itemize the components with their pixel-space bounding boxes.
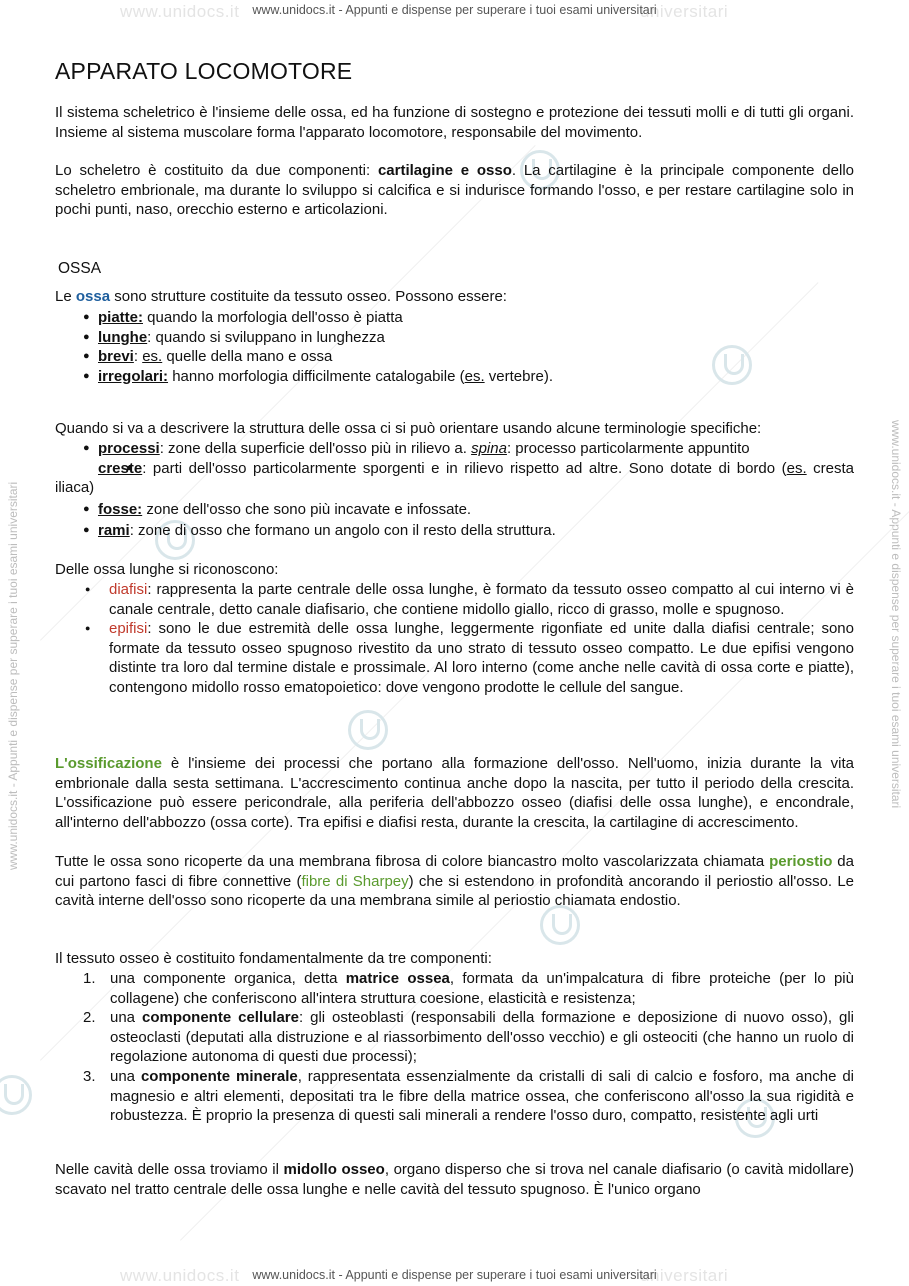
list-item (55, 328, 854, 348)
abbrev: es. (464, 367, 485, 385)
ossa-lead (55, 287, 854, 307)
term: rami (98, 522, 130, 540)
item-number: 2. (83, 1009, 96, 1027)
bold-term: midollo osseo (283, 1161, 385, 1178)
list-item (55, 1067, 854, 1126)
watermark-ghost-bottom: www.unidocs.it (120, 1266, 240, 1285)
term: irregolari: (98, 367, 169, 385)
text-run: , rappresentata essenzialmente da cristalli di sali di calcio e fosforo, ma anche di magnesio e altri elementi, depositati tra le fibre della matrice ossea, che conferiscono all'osso la sua rigidità e robustezza. È proprio la presenza di questi sali minerali a rendere l'osso duro, compatto, resistente agli urti (110, 1067, 854, 1125)
page-title: APPARATO LOCOMOTORE (55, 58, 353, 84)
text-run: una (110, 1009, 142, 1027)
terms-lead: Quando si va a descrivere la struttura delle ossa ci si può orientare usando alcune terminologie specifiche: (55, 420, 762, 437)
bone-types-list (55, 308, 854, 386)
tessuto-lead: Il tessuto osseo è costituito fondamentalmente da tre componenti: (55, 950, 492, 967)
bold-term: matrice ossea (345, 970, 450, 987)
list-item (55, 580, 854, 619)
text-run: quelle della mano e ossa (162, 348, 333, 366)
watermark-ghost-top-right: universitari (640, 2, 729, 21)
item-number: 3. (83, 1067, 96, 1085)
term: processi (98, 440, 160, 457)
text-run: : rappresenta la parte centrale delle ossa lunghe, è formato da tessuto osseo compatto al cui interno vi è canale centrale, detto canale diafisario, che contiene midollo giallo, ricco di grasso, molle e spugnoso. (109, 581, 854, 618)
text-run: una (110, 1067, 141, 1085)
abbrev: es. (786, 459, 807, 477)
terms-list (55, 439, 854, 541)
bold-term: componente minerale (140, 1067, 298, 1085)
term: lunghe (98, 328, 148, 346)
text-run: : processo particolarmente appuntito (506, 440, 750, 457)
abbrev: es. (142, 348, 163, 366)
long-bones-list (55, 580, 854, 698)
text-run: cresta iliaca) (55, 459, 855, 497)
watermark-footer: www.unidocs.it - Appunti e dispense per superare i tuoi esami universitari (252, 1268, 657, 1282)
green-term: L'ossificazione (55, 755, 162, 772)
list-item (55, 969, 854, 1008)
text-run: , formata da un'impalcatura di fibre proteiche (per lo più collagene) che conferiscono all'intera struttura coesione, elasticità e resistenza; (110, 970, 854, 1007)
text-run: : zone di osso che formano un angolo con il resto della struttura. (129, 522, 556, 540)
text-run: : gli osteoblasti (responsabili della formazione e deposizione di nuovo osso), gli osteoclasti (deputati alla distruzione e al riassorbimento dell'osso vecchio) e gli osteociti (che hanno un ruolo di regolazione autonoma di questi due processi); (110, 1009, 855, 1066)
midollo-paragraph (55, 1160, 854, 1199)
italic-term: spina (471, 440, 507, 457)
periostio-paragraph (55, 852, 854, 911)
red-term: epifisi (109, 620, 148, 638)
term: fosse: (98, 500, 143, 518)
text-run: Tutte le ossa sono ricoperte da una membrana fibrosa di colore biancastro molto vascolarizzata chiamata (55, 853, 770, 870)
list-item (55, 347, 854, 367)
text-run: Lo scheletro è costituito da due componenti: (55, 162, 378, 179)
text-run: sono strutture costituite da tessuto osseo. Possono essere: (110, 288, 507, 305)
text-run: : quando si sviluppano in lunghezza (147, 328, 385, 346)
text-run: ) che si estendono in profondità ancorando il periostio all'osso. Le cavità interne dell'osso sono ricoperte da una membrana simile al periostio chiamata endostio. (55, 872, 854, 910)
item-number: 1. (83, 970, 96, 987)
tessuto-components-list (55, 969, 854, 1126)
bold-term: componente cellulare (141, 1009, 299, 1027)
list-item (55, 521, 854, 541)
bold-term: cartilagine e osso (377, 162, 512, 179)
text-run: . La cartilagine è la principale componente dello scheletro embrionale, ma durante lo sviluppo si calcifica e si indurisce formando l'osso, e per restare cartilagine solo in pochi punti, naso, orecchio esterno e articolazioni. (55, 162, 854, 219)
text-run: quando la morfologia dell'osso è piatta (143, 309, 403, 326)
term: creste (98, 459, 143, 477)
list-item (55, 619, 854, 697)
text-run: da cui partono fasci di fibre connettive ( (55, 853, 854, 890)
text-run: vertebre). (484, 367, 553, 385)
list-item (55, 308, 854, 328)
watermark-side-right: www.unidocs.it - Appunti e dispense per superare i tuoi esami universitari (889, 420, 903, 809)
ossificazione-paragraph (55, 754, 854, 832)
green-term: periostio (769, 853, 833, 870)
text-run: : parti dell'osso particolarmente sporgenti e in rilievo rispetto ad altre. Sono dotate di bordo ( (142, 459, 787, 477)
long-bones-lead: Delle ossa lunghe si riconoscono: (55, 561, 279, 578)
text-run: : zone della superficie dell'osso più in rilievo a. (159, 440, 472, 457)
list-item (55, 1008, 854, 1067)
highlight-term: ossa (75, 288, 111, 305)
text-run: Nelle cavità delle ossa troviamo il (55, 1161, 284, 1178)
text-run: : (133, 348, 143, 366)
red-term: diafisi (109, 581, 148, 598)
text-run: , organo disperso che si trova nel canale diafisario (o cavità midollare) scavato nel tratto centrale delle ossa lunghe e nelle cavità del tessuto spugnoso. È l'unico organo (55, 1161, 854, 1198)
text-run: è l'insieme dei processi che portano alla formazione dell'osso. Nell'uomo, inizia durante la vita embrionale dalla sesta settimana. L'accrescimento continua anche dopo la nascita, per tutto il periodo della crescita. L'ossificazione può essere pericondrale, alla periferia dell'abbozzo osseo (diafisi delle ossa lunghe), e encondrale, all'interno dell'abbozzo (ossa corte). Tra epifisi e diafisi resta, durante la crescita, la cartilagine di accrescimento. (55, 755, 854, 831)
text-run: Le (55, 288, 76, 305)
text-run: : sono le due estremità delle ossa lunghe, leggermente rigonfiate ed unite dalla diafisi centrale; sono formate da tessuto osseo spugnoso rivestito da uno strato di tessuto osseo compatto. Le due epifisi vengono distinte tra loro dal termine distale e prossimale. Al loro interno (come anche nelle cavità di ossa corte e piatte), contengono midollo rosso ematopoietico: dove vengono prodotte le cellule del sangue. (109, 620, 854, 696)
term: piatte: (98, 309, 143, 326)
green-term: fibre di Sharpey (301, 872, 409, 890)
watermark-ghost-top: www.unidocs.it (120, 2, 240, 21)
section-heading-ossa: OSSA (58, 260, 102, 277)
watermark-header: www.unidocs.it - Appunti e dispense per superare i tuoi esami universitari (252, 3, 657, 17)
text-run: hanno morfologia difficilmente catalogabile ( (168, 367, 465, 385)
watermark-logo-icon (0, 1075, 32, 1115)
intro-paragraph-1: Il sistema scheletrico è l'insieme delle ossa, ed ha funzione di sostegno e protezione dei tessuti molli e di tutti gli organi. Insieme al sistema muscolare forma l'apparato locomotore, responsabile del movimento. (55, 104, 854, 141)
watermark-logo-icon (348, 710, 388, 750)
intro-paragraph-2 (55, 161, 854, 220)
watermark-logo-icon (540, 905, 580, 945)
list-item (55, 500, 854, 520)
text-run: zone dell'osso che sono più incavate e infossate. (142, 500, 472, 518)
term: brevi (98, 348, 134, 366)
list-item (55, 367, 854, 387)
list-item (55, 459, 854, 498)
watermark-side-left: www.unidocs.it - Appunti e dispense per superare i tuoi esami universitari (6, 481, 20, 870)
watermark-ghost-bottom-right: universitari (640, 1266, 729, 1285)
text-run: una componente organica, detta (110, 970, 346, 987)
list-item (55, 439, 854, 459)
